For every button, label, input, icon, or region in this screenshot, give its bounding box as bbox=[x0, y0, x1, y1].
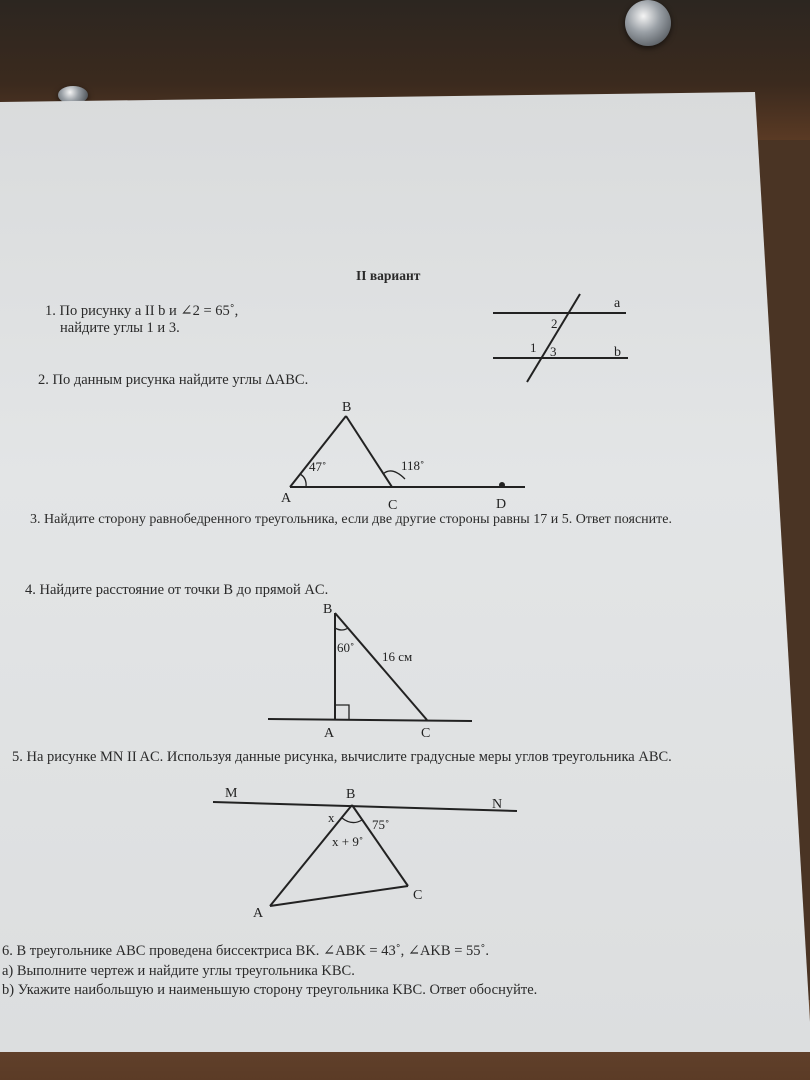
side-ab bbox=[290, 416, 346, 487]
angle-x-plus-label: x + 9˚ bbox=[332, 834, 364, 849]
angle-1-label: 1 bbox=[530, 340, 537, 355]
label-m: M bbox=[225, 786, 238, 801]
angle-75-label: 75˚ bbox=[372, 817, 390, 832]
angle-118-label: 118˚ bbox=[401, 458, 425, 473]
task2-text: 2. По данным рисунка найдите углы ΔABC. bbox=[38, 372, 309, 388]
angle-60-arc bbox=[335, 628, 348, 630]
line-mn bbox=[213, 802, 517, 811]
transversal bbox=[527, 294, 580, 382]
figure-parallel-lines bbox=[493, 294, 628, 382]
figure-triangle-mn bbox=[213, 802, 517, 906]
figure-triangle-abc bbox=[290, 416, 525, 487]
angle-47-label: 47˚ bbox=[309, 459, 327, 474]
task5-text: 5. На рисунке MN II AC. Используя данные рисунка, вычислите градусные меры углов треугольника ABC. bbox=[12, 749, 672, 765]
side-ac bbox=[270, 886, 408, 906]
angle-a-arc bbox=[300, 474, 306, 487]
task3-text: 3. Найдите сторону равнобедренного треугольника, если две другие стороны равны 17 и 5. Ответ поясните. bbox=[30, 512, 672, 527]
point-d-label: D bbox=[496, 497, 507, 512]
task1-line1: 1. По рисунку a II b и ∠2 = 65˚, bbox=[45, 303, 239, 319]
task6-line2: а) Выполните чертеж и найдите углы треугольника KBC. bbox=[2, 963, 355, 979]
segment-bc bbox=[335, 613, 427, 720]
label-a: a bbox=[614, 296, 621, 311]
vertex-b: B bbox=[323, 602, 333, 617]
right-angle-mark bbox=[335, 705, 349, 719]
side-ba bbox=[270, 805, 352, 906]
side-bc bbox=[346, 416, 392, 487]
task4-text: 4. Найдите расстояние от точки B до прямой AC. bbox=[25, 582, 329, 598]
label-n: N bbox=[492, 797, 503, 812]
vertex-a: A bbox=[324, 726, 335, 741]
angle-60-label: 60˚ bbox=[337, 640, 355, 655]
angle-2-label: 2 bbox=[551, 316, 558, 331]
task1-line2: найдите углы 1 и 3. bbox=[60, 320, 180, 336]
point-d bbox=[499, 482, 505, 488]
task6-line1: 6. В треугольнике ABC проведена биссектриса BK. ∠ABK = 43˚, ∠AKB = 55˚. bbox=[2, 943, 489, 959]
angle-arc bbox=[342, 818, 362, 823]
vertex-b: B bbox=[342, 400, 352, 415]
line-ac bbox=[268, 719, 472, 721]
label-b: b bbox=[614, 345, 621, 360]
figure-right-triangle bbox=[268, 613, 472, 721]
side-16cm-label: 16 см bbox=[382, 649, 413, 664]
page-title: II вариант bbox=[356, 268, 421, 283]
vertex-b: B bbox=[346, 787, 356, 802]
vertex-c: C bbox=[413, 888, 423, 903]
vertex-c: C bbox=[421, 726, 431, 741]
vertex-c: C bbox=[388, 498, 398, 513]
task6-line3: b) Укажите наибольшую и наименьшую сторону треугольника KBC. Ответ обоснуйте. bbox=[2, 982, 538, 998]
vertex-a: A bbox=[253, 906, 264, 921]
angle-x-label: x bbox=[328, 810, 335, 825]
vertex-a: A bbox=[281, 491, 292, 506]
angle-3-label: 3 bbox=[550, 344, 557, 359]
